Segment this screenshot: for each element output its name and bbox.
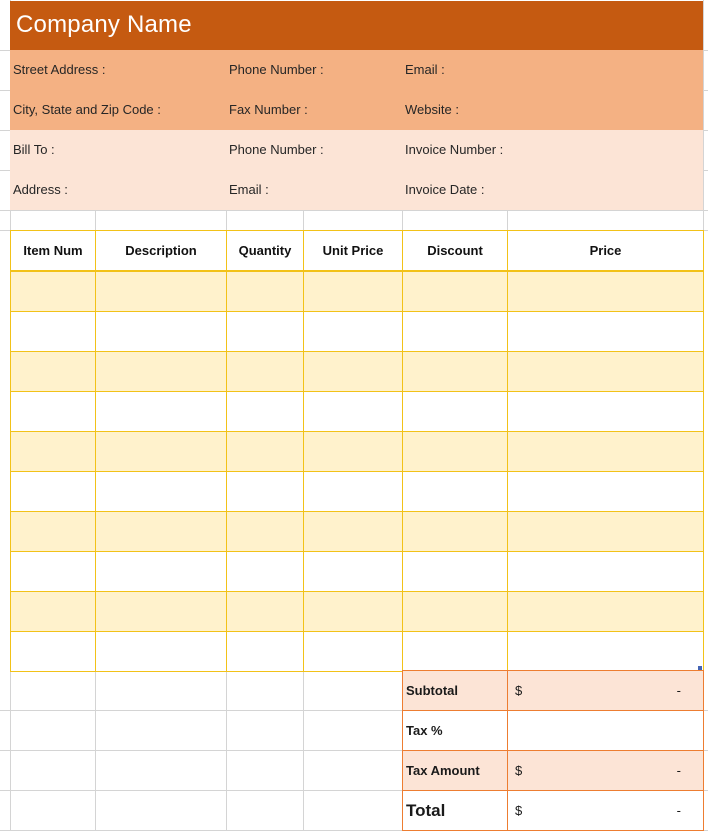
company-email-label[interactable]: Email :	[405, 62, 445, 77]
unit-price-cell[interactable]	[304, 552, 403, 592]
tax-percent-label: Tax %	[403, 711, 508, 751]
website-label[interactable]: Website :	[405, 102, 459, 117]
unit-price-cell[interactable]	[304, 271, 403, 312]
discount-cell[interactable]	[403, 392, 508, 432]
fax-number-label[interactable]: Fax Number :	[229, 102, 308, 117]
invoice-items-table	[10, 230, 704, 672]
table-row	[11, 472, 704, 512]
tax-amount-row	[403, 751, 704, 791]
price-cell[interactable]	[508, 392, 704, 432]
price-cell[interactable]	[508, 312, 704, 352]
description-cell[interactable]	[96, 632, 227, 672]
price-cell[interactable]	[508, 432, 704, 472]
company-info-section	[10, 50, 703, 130]
quantity-cell[interactable]	[227, 512, 304, 552]
price-cell[interactable]	[508, 271, 704, 312]
price-cell[interactable]	[508, 552, 704, 592]
table-row	[11, 632, 704, 672]
price-cell[interactable]	[508, 512, 704, 552]
column-header-item-num[interactable]: Item Num	[11, 231, 96, 272]
quantity-cell[interactable]	[227, 352, 304, 392]
unit-price-cell[interactable]	[304, 392, 403, 432]
total-label: Total	[403, 791, 508, 831]
price-cell[interactable]	[508, 472, 704, 512]
description-cell[interactable]	[96, 512, 227, 552]
unit-price-cell[interactable]	[304, 472, 403, 512]
column-header-description[interactable]: Description	[96, 231, 227, 272]
price-cell[interactable]	[508, 632, 704, 672]
quantity-cell[interactable]	[227, 271, 304, 312]
totals-table	[402, 670, 704, 831]
table-row	[11, 552, 704, 592]
currency-symbol: $	[515, 803, 523, 818]
discount-cell[interactable]	[403, 552, 508, 592]
tax-amount-value: -	[676, 763, 681, 778]
company-header	[10, 1, 703, 50]
invoice-date-label[interactable]: Invoice Date :	[405, 182, 485, 197]
gridline	[0, 210, 708, 211]
total-row	[403, 791, 704, 831]
subtotal-row	[403, 671, 704, 711]
invoice-number-label[interactable]: Invoice Number :	[405, 142, 504, 157]
table-header-row	[11, 231, 704, 272]
discount-cell[interactable]	[403, 352, 508, 392]
total-value: -	[676, 803, 681, 818]
discount-cell[interactable]	[403, 432, 508, 472]
item-num-cell[interactable]	[11, 352, 96, 392]
description-cell[interactable]	[96, 472, 227, 512]
quantity-cell[interactable]	[227, 592, 304, 632]
description-cell[interactable]	[96, 432, 227, 472]
table-row	[11, 432, 704, 472]
unit-price-cell[interactable]	[304, 352, 403, 392]
price-cell[interactable]	[508, 592, 704, 632]
description-cell[interactable]	[96, 352, 227, 392]
quantity-cell[interactable]	[227, 312, 304, 352]
currency-symbol: $	[515, 763, 523, 778]
unit-price-cell[interactable]	[304, 312, 403, 352]
table-row	[11, 352, 704, 392]
table-row	[11, 312, 704, 352]
tax-percent-row	[403, 711, 704, 751]
discount-cell[interactable]	[403, 472, 508, 512]
total-value-cell[interactable]	[508, 791, 704, 831]
subtotal-value: -	[676, 683, 681, 698]
quantity-cell[interactable]	[227, 392, 304, 432]
quantity-cell[interactable]	[227, 432, 304, 472]
description-cell[interactable]	[96, 392, 227, 432]
item-num-cell[interactable]	[11, 552, 96, 592]
column-header-quantity[interactable]: Quantity	[227, 231, 304, 272]
quantity-cell[interactable]	[227, 472, 304, 512]
table-row	[11, 512, 704, 552]
item-num-cell[interactable]	[11, 632, 96, 672]
discount-cell[interactable]	[403, 312, 508, 352]
description-cell[interactable]	[96, 552, 227, 592]
table-row	[11, 271, 704, 312]
tax-amount-label: Tax Amount	[403, 751, 508, 791]
unit-price-cell[interactable]	[304, 432, 403, 472]
description-cell[interactable]	[96, 592, 227, 632]
currency-symbol: $	[515, 683, 523, 698]
unit-price-cell[interactable]	[304, 592, 403, 632]
quantity-cell[interactable]	[227, 632, 304, 672]
item-num-cell[interactable]	[11, 472, 96, 512]
city-state-zip-label[interactable]: City, State and Zip Code :	[13, 102, 161, 117]
unit-price-cell[interactable]	[304, 632, 403, 672]
column-header-unit-price[interactable]: Unit Price	[304, 231, 403, 272]
column-header-discount[interactable]: Discount	[403, 231, 508, 272]
column-header-price[interactable]: Price	[508, 231, 704, 272]
subtotal-label: Subtotal	[403, 671, 508, 711]
unit-price-cell[interactable]	[304, 512, 403, 552]
client-address-label[interactable]: Address :	[13, 182, 68, 197]
tax-percent-value[interactable]	[508, 711, 704, 751]
subtotal-value-cell[interactable]	[508, 671, 704, 711]
item-num-cell[interactable]	[11, 392, 96, 432]
company-name[interactable]: Company Name	[16, 11, 192, 38]
bill-to-label[interactable]: Bill To :	[13, 142, 55, 157]
client-phone-label[interactable]: Phone Number :	[229, 142, 324, 157]
client-email-label[interactable]: Email :	[229, 182, 269, 197]
discount-cell[interactable]	[403, 271, 508, 312]
discount-cell[interactable]	[403, 592, 508, 632]
price-cell[interactable]	[508, 352, 704, 392]
discount-cell[interactable]	[403, 632, 508, 672]
table-row	[11, 392, 704, 432]
description-cell[interactable]	[96, 271, 227, 312]
item-num-cell[interactable]	[11, 592, 96, 632]
tax-amount-value-cell[interactable]	[508, 751, 704, 791]
bill-to-section	[10, 130, 703, 210]
item-num-cell[interactable]	[11, 432, 96, 472]
item-num-cell[interactable]	[11, 271, 96, 312]
description-cell[interactable]	[96, 312, 227, 352]
street-address-label[interactable]: Street Address :	[13, 62, 106, 77]
discount-cell[interactable]	[403, 512, 508, 552]
table-row	[11, 592, 704, 632]
quantity-cell[interactable]	[227, 552, 304, 592]
item-num-cell[interactable]	[11, 512, 96, 552]
company-phone-label[interactable]: Phone Number :	[229, 62, 324, 77]
item-num-cell[interactable]	[11, 312, 96, 352]
